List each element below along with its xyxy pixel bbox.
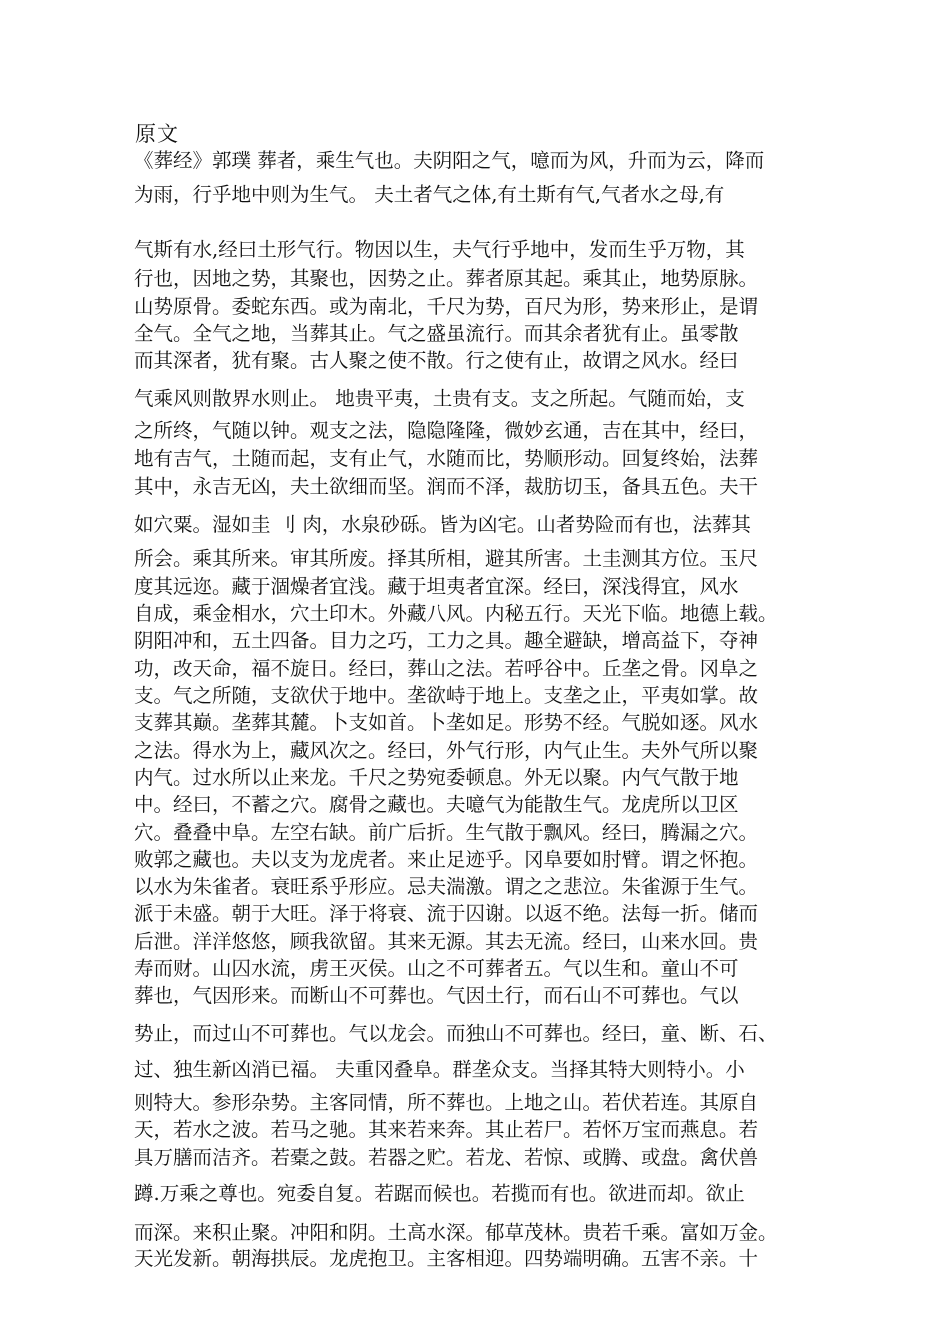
text-line: 而其深者，犹有聚。古人聚之使不散。行之使有止，故谓之风水。经曰 <box>134 349 739 372</box>
text-line: 蹲.万乘之尊也。宛委自复。若踞而候也。若揽而有也。欲进而却。欲止 <box>134 1182 745 1205</box>
text-line: 阴阳冲和，五土四备。目力之巧，工力之具。趣全避缺，增高益下，夺神 <box>134 629 759 652</box>
text-line: 《葬经》郭璞 葬者，乘生气也。夫阴阳之气，噫而为风，升而为云，降而 <box>134 149 765 172</box>
text-line: 后泄。洋洋悠悠，顾我欲留。其来无源。其去无流。经曰，山来水回。贵 <box>134 930 759 953</box>
text-line: 穴。叠叠中阜。左空右缺。前广后折。生气散于飘风。经曰，腾漏之穴。 <box>134 821 759 844</box>
text-line: 之所终，气随以钟。观支之法，隐隐隆隆，微妙玄通，吉在其中，经曰， <box>134 419 759 442</box>
text-line: 而深。来积止聚。冲阳和阴。土高水深。郁草茂林。贵若千乘。富如万金。 <box>134 1221 778 1244</box>
text-line: 内气。过水所以止来龙。千尺之势宛委顿息。外无以聚。内气气散于地 <box>134 766 739 789</box>
text-line: 气乘风则散界水则止。 地贵平夷，土贵有支。支之所起。气随而始，支 <box>134 387 745 410</box>
text-line: 其中，永吉无凶，夫土欲细而坚。润而不泽，裁肪切玉，备具五色。夫干 <box>134 475 759 498</box>
text-line: 度其远迩。藏于涸燥者宜浅。藏于坦夷者宜深。经曰，深浅得宜，风水 <box>134 575 739 598</box>
text-line: 如穴粟。湿如圭 刂 肉，水泉砂砾。皆为凶宅。山者势险而有也，法葬其 <box>134 513 751 536</box>
text-line: 天，若水之波。若马之驰。其来若来奔。其止若尸。若怀万宝而燕息。若 <box>134 1118 759 1141</box>
text-line: 寿而财。山囚水流，虏王灭侯。山之不可葬者五。气以生和。童山不可 <box>134 957 739 980</box>
text-line: 为雨，行乎地中则为生气。 夫土者气之体,有土斯有气,气者水之母,有 <box>134 183 725 206</box>
text-line: 天光发新。朝海拱辰。龙虎抱卫。主客相迎。四势端明确。五害不亲。十 <box>134 1247 759 1270</box>
text-line: 行也，因地之势，其聚也，因势之止。葬者原其起。乘其止，地势原脉。 <box>134 267 759 290</box>
text-line: 势止，而过山不可葬也。气以龙会。而独山不可葬也。经曰，童、断、石、 <box>134 1022 778 1045</box>
text-line: 全气。全气之地，当葬其止。气之盛虽流行。而其余者犹有止。虽零散 <box>134 322 739 345</box>
text-line: 所会。乘其所来。审其所废。择其所相，避其所害。土圭测其方位。玉尺 <box>134 547 759 570</box>
text-line: 地有吉气，土随而起，支有止气，水随而比，势顺形动。回复终始，法葬 <box>134 447 759 470</box>
text-line: 以水为朱雀者。衰旺系乎形应。忌夫湍激。谓之之悲泣。朱雀源于生气。 <box>134 875 759 898</box>
text-line: 派于未盛。朝于大旺。泽于将衰、流于囚谢。以返不绝。法每一折。储而 <box>134 902 759 925</box>
text-line: 山势原骨。委蛇东西。或为南北，千尺为势，百尺为形，势来形止，是谓 <box>134 295 759 318</box>
text-line: 功，改天命，福不旋日。经曰，葬山之法。若呼谷中。丘垄之骨。冈阜之 <box>134 657 759 680</box>
text-line: 败郭之藏也。夫以支为龙虎者。来止足迹乎。冈阜要如肘臂。谓之怀抱。 <box>134 848 759 871</box>
text-line: 之法。得水为上，藏风次之。经曰，外气行形，内气止生。夫外气所以聚 <box>134 739 759 762</box>
text-line: 过、独生新凶消已福。 夫重冈叠阜。群垄众支。当择其特大则特小。小 <box>134 1058 745 1081</box>
text-line: 支葬其巅。垄葬其麓。卜支如首。卜垄如足。形势不经。气脱如逐。风水 <box>134 711 759 734</box>
text-line: 支。气之所随，支欲伏于地中。垄欲峙于地上。支垄之止，平夷如掌。故 <box>134 684 759 707</box>
section-heading: 原文 <box>135 122 179 146</box>
text-line: 葬也，气因形来。而断山不可葬也。气因土行，而石山不可葬也。气以 <box>134 984 739 1007</box>
text-line: 自成，乘金相水，穴土印木。外藏八风。内秘五行。天光下临。地德上载。 <box>134 602 778 625</box>
text-line: 则特大。参形杂势。主客同情，所不葬也。上地之山。若伏若连。其原自 <box>134 1091 759 1114</box>
text-line: 具万膳而洁齐。若橐之鼓。若器之贮。若龙、若惊、或腾、或盘。禽伏兽 <box>134 1146 759 1169</box>
text-line: 气斯有水,经曰土形气行。物因以生，夫气行乎地中，发而生乎万物，其 <box>134 238 745 261</box>
text-line: 中。经曰，不蓄之穴。腐骨之藏也。夫噫气为能散生气。龙虎所以卫区 <box>134 793 739 816</box>
